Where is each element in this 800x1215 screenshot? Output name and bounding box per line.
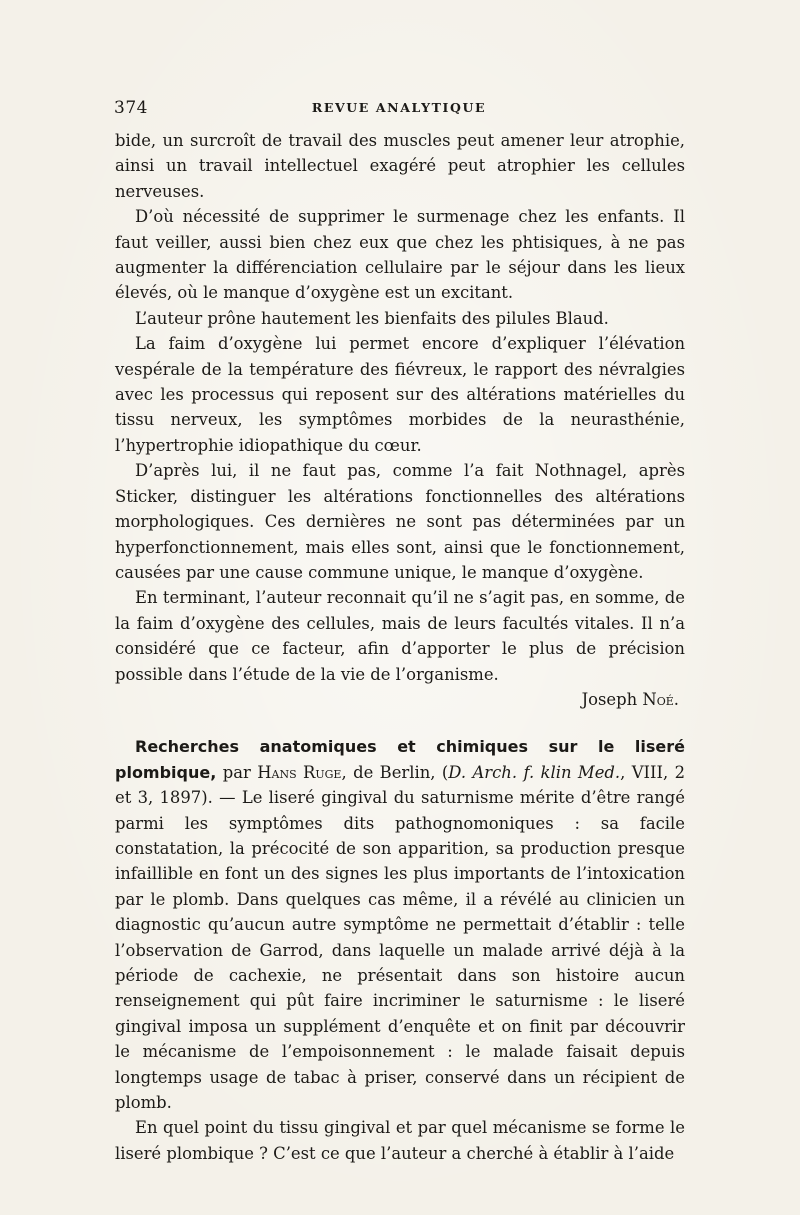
review-author-location: , de Berlin, ( (341, 762, 449, 782)
running-head (114, 98, 684, 120)
paragraph-continuation: bide, un surcroît de travail des muscles peut amener leur atrophie, ainsi un travail intellectuel exagéré peut atrophier les cellules nerveuses. (115, 131, 685, 201)
signature (115, 687, 685, 712)
paragraph: D’après lui, il ne faut pas, comme l’a fait Nothnagel, après Sticker, distinguer les altérations fonctionnelles des altérations morphologiques. Ces dernières ne sont pas déterminées par un hyperfonctionnement, mais elles sont, ainsi que le fonctionnement, causées par une cause commune unique, le manque d’oxygène. (115, 461, 685, 582)
paragraph: D’où nécessité de supprimer le surmenage chez les enfants. Il faut veiller, aussi bien chez eux que chez les phtisiques, à ne pas augmenter la différenciation cellulaire par le séjour dans les lieux élevés, où le manque d’oxygène est un excitant. (115, 207, 685, 303)
review-dash: — (219, 788, 236, 808)
article-text (115, 128, 685, 1166)
paragraph: En quel point du tissu gingival et par quel mécanisme se forme le liseré plombique ? C’est ce que l’auteur a cherché à établir à l’aide (115, 1118, 685, 1163)
review-body: Le liseré gingival du saturnisme mérite d’être rangé parmi les symptômes dits pathognomoniques : sa facile constatation, la précocité de son apparition, sa production presque infaillible en font un des signes les plus importants de l’intoxication par le plomb. Dans quelques cas même, il a révélé au clinicien un diagnostic qu’aucun autre symptôme ne permettait d’établir : telle l’observation de Garrod, dans laquelle un malade arrivé déjà à la période de cachexie, ne présentait dans son histoire aucun renseignement qui pût faire incriminer le saturnisme : le liseré gingival imposa un supplément d’enquête et on finit par découvrir le mécanisme de l’empoisonnement : le malade faisait depuis longtemps usage de tabac à priser, conservé dans un récipient de plomb. (115, 788, 685, 1113)
review-journal: D. Arch. f. klin Med. (448, 762, 621, 782)
signature-first-name: Joseph (581, 689, 638, 709)
review-article-title: Recherches anatomiques et chimiques sur le liseré plombique, (115, 737, 685, 782)
review-citation: , VIII, 2 et 3, 1897). (115, 762, 686, 808)
review-by: par (222, 762, 251, 782)
review-author: Hans Ruge (257, 762, 342, 782)
page-number: 374 (114, 98, 148, 118)
signature-last-name: Noé. (642, 689, 679, 709)
running-head-title: REVUE ANALYTIQUE (311, 100, 487, 115)
section-gap (115, 712, 685, 734)
paragraph: En terminant, l’auteur reconnait qu’il ne s’agit pas, en somme, de la faim d’oxygène des cellules, mais de leurs facultés vitales. Il n’a considéré que ce facteur, afin d’apporter le plus de précision possible dans l’étude de la vie de l’organisme. (115, 588, 685, 684)
paragraph: L’auteur prône hautement les bienfaits des pilules Blaud. (135, 308, 609, 328)
paragraph: La faim d’oxygène lui permet encore d’expliquer l’élévation vespérale de la température des fiévreux, le rapport des névralgies avec les processus qui reposent sur des altérations matérielles du tissu nerveux, les symptômes morbides de la neurasthénie, l’hypertrophie idiopathique du cœur. (115, 334, 685, 455)
review-heading-paragraph (115, 734, 685, 1115)
